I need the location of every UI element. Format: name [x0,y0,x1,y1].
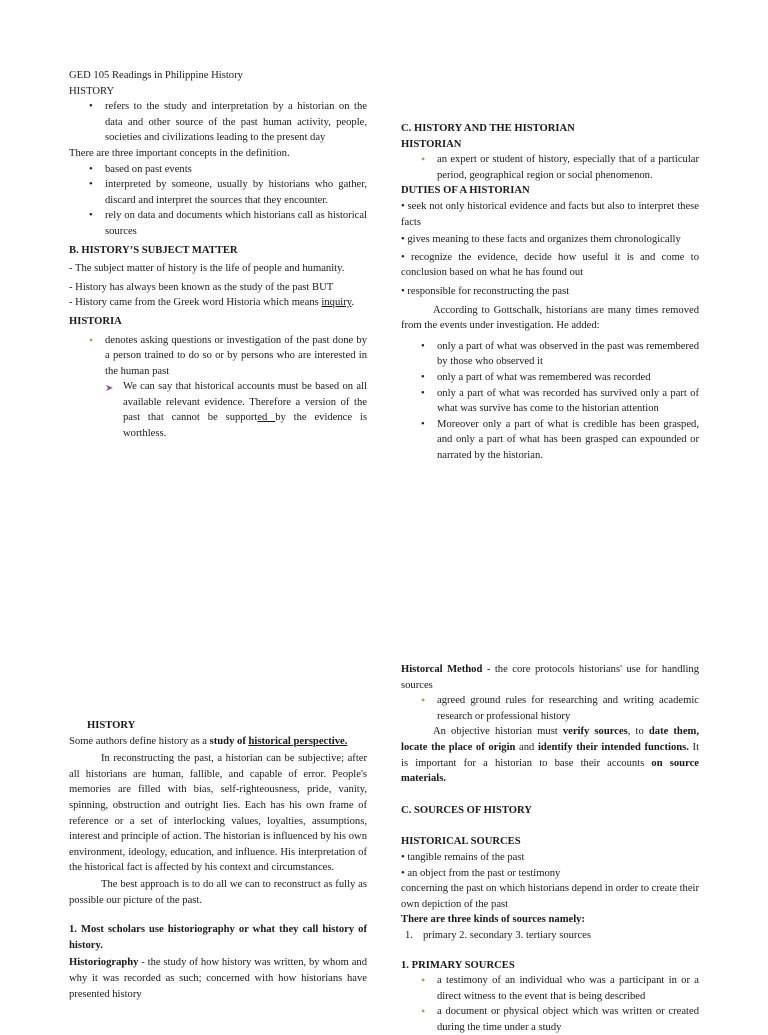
objective-pre: An objective historian must [433,726,563,738]
objective-bold-4: on source materials. [401,757,699,785]
sources-heading: C. SOURCES OF HISTORY [401,804,532,816]
historical-sources-heading: HISTORICAL SOURCES [401,836,521,848]
greek-word: inquiry [321,297,352,309]
gottschalk-point: • only a part of what was observed in the past was remembered by those who observed it [401,339,699,370]
kinds-list [401,928,699,944]
objective-post: It is important for a historian to base their accounts [401,741,700,769]
kinds-text: primary 2. secondary 3. tertiary sources [423,929,591,941]
history-heading: HISTORY [87,720,136,731]
method-point: • agreed ground rules for researching and writing academic research or professional history [401,693,699,724]
method-definition [401,662,699,693]
kinds-number: 1. [405,929,413,941]
spacer [69,908,367,922]
gottschalk-point: • only a part of what was remembered was recorded [401,370,699,386]
historiography-def: - the study of how history was written, by whom and why it was recorded as such; concerned with how historians have presented history [69,957,367,1000]
three-kinds-heading: There are three kinds of sources namely: [401,914,586,926]
historia-sub-pre: We can say that historical accounts must be based on all available relevant evidence. Therefore a version of the past that cannot be support [123,381,367,424]
spacer [401,944,699,958]
scholars-heading: 1. Most scholars use historiography or what they call history of history. [69,924,367,951]
history-definition: • refers to the study and interpretation by a historian on the data and other source of the past human activity, people, societies and civilizations leading to the present day [69,99,367,146]
historiography-term: Historiography [69,957,139,969]
historical-source-line: • tangible remains of the past [401,851,525,863]
duties-heading: DUTIES OF A HISTORIAN [401,185,530,197]
concept-item: • based on past events [69,162,367,178]
objective-bold-3: identify their intended functions. [537,741,689,753]
historical-source-line: • an object from the past or testimony [401,867,561,879]
historia-heading: HISTORIA [69,315,122,327]
right-bottom-column [401,662,699,1035]
primary-sources-heading: 1. PRIMARY SOURCES [401,959,515,971]
gottschalk-point: • only a part of what was recorded has survived only a part of what was survive has come to the historian attention [401,386,699,417]
concept-item: • rely on data and documents which historians call as historical sources [69,208,367,239]
greek-origin-line [69,295,367,311]
greek-pre: - History came from the Greek word Historia which means [69,297,322,309]
primary-source-point: • a testimony of an individual who was a participant in or a direct witness to the event that is being described [401,973,699,1004]
gottschalk-point: • Moreover only a part of what is credible has been grasped, and only a part of what has been grasped can expounded or narrated by the historian. [401,417,699,464]
concept-item: • interpreted by someone, usually by historians who gather, discard and interpret the sources that they encounter. [69,177,367,208]
concepts-list [69,162,367,240]
history-label: HISTORY [69,85,115,97]
objective-mid-2: and [515,741,538,753]
authors-bold: study of [209,735,249,747]
spacer [401,787,699,803]
objective-paragraph [401,724,699,786]
duty-item: • gives meaning to these facts and organizes them chronologically [401,234,681,246]
concepts-intro: There are three important concepts in the definition. [69,147,290,159]
history-definition-list [69,99,367,146]
duty-item: • recognize the evidence, decide how useful it is and come to conclusion based on what he has found out [401,251,699,279]
method-term: Historcal Method [401,664,483,675]
subject-matter-heading: B. HISTORY’S SUBJECT MATTER [69,244,238,256]
historia-definition: • denotes asking questions or investigation of the past done by a person trained to do so or by persons who are interested in the human past [69,333,367,380]
historian-definition: • an expert or student of history, especially that of a particular period, geographical region or social phenomenon. [401,152,699,183]
reconstruct-paragraph: In reconstructing the past, a historian can be subjective; after all historians are human, fallible, and capable of error. People's memories are filled with bias, self-righteousness, pride, vanity, spinning, obstruction and outright lies. Each has his own frame of reference or a set of interlocking values, loyalties, assumptions, interest and principle of action. The historian is influenced by his own environment, ideology, education, and influence. His interpretation of the historical fact is affected by his context and circumstances. [69,753,367,874]
historia-list [69,333,367,380]
historia-sub-ed: ed [257,412,276,424]
subject-line: - The subject matter of history is the life of people and humanity. [69,263,345,275]
left-top-column [69,68,367,442]
duty-item: • responsible for reconstructing the past [401,285,570,297]
historian-heading: HISTORIAN [401,138,462,150]
authors-pre: Some authors define history as a [69,735,210,747]
primary-source-point: • a document or physical object which was written or created during the time under a study [401,1004,699,1035]
primary-sources-list [401,973,699,1035]
method-list [401,693,699,724]
gottschalk-points [401,339,699,464]
historia-sub-point [69,379,367,441]
duty-item: • seek not only historical evidence and facts but also to interpret these facts [401,200,699,228]
concerning-paragraph: concerning the past on which historians depend in order to create their own depiction of the past [401,883,699,910]
course-title: GED 105 Readings in Philippine History [69,70,243,81]
right-top-column [401,121,699,463]
objective-bold-2: date them, locate the place of origin [401,726,699,753]
gottschalk-paragraph: According to Gottschalk, historians are many times removed from the events under investigation. He added: [401,304,699,332]
historian-definition-list [401,152,699,183]
subject-line: - History has always been known as the study of the past BUT [69,281,334,293]
method-def: - the core protocols historians' use for handling sources [401,664,699,691]
historia-sub-post: by the evidence is worthless. [123,412,367,440]
authors-definition [69,734,367,750]
greek-post: . [351,297,354,309]
objective-bold-1: verify sources [562,726,628,738]
arrow-bullet-icon: ➤ [105,383,114,395]
left-bottom-column [69,718,367,1002]
history-historian-heading: C. HISTORY AND THE HISTORIAN [401,123,575,134]
historiography-definition [69,955,367,1002]
spacer [401,818,699,834]
best-approach-paragraph: The best approach is to do all we can to reconstruct as fully as possible our picture of the past. [69,878,367,906]
authors-bold-underline: historical perspective. [248,735,348,747]
objective-mid-1: , to [627,726,649,738]
